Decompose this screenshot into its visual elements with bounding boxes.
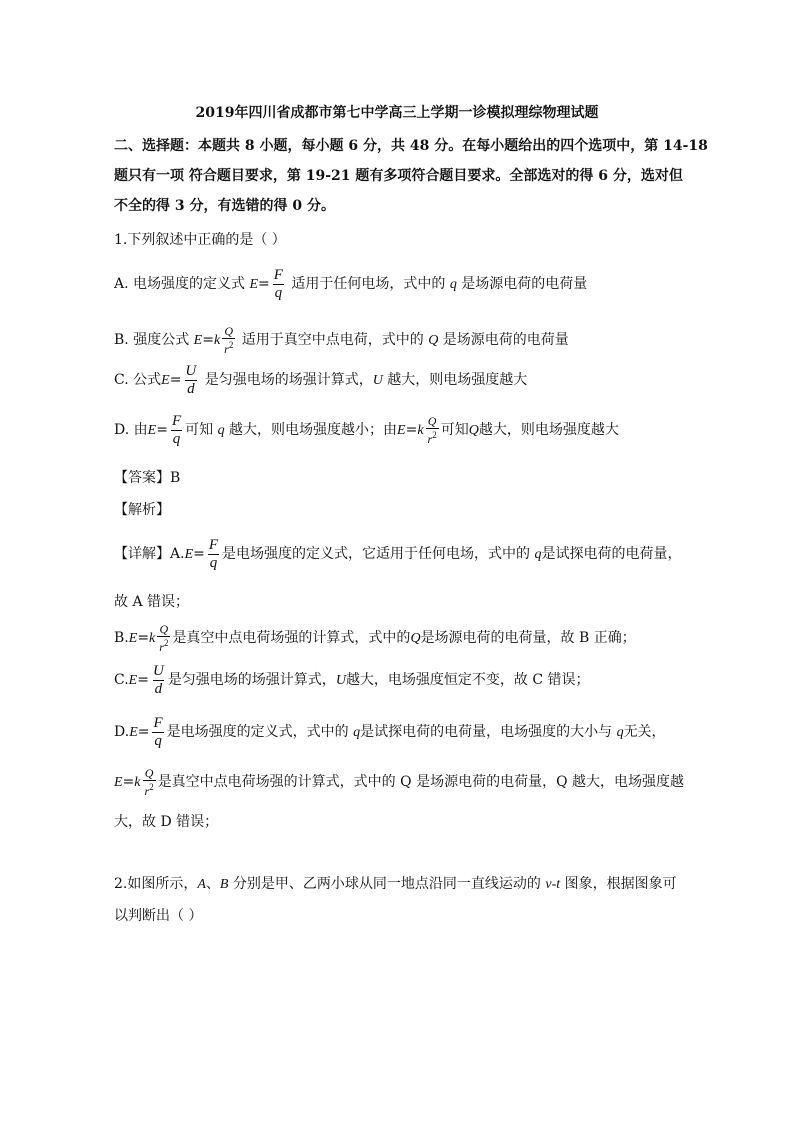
formula-k: k [213,333,221,348]
question-2-end: 图象，根据图象可 [560,876,677,892]
section-instructions-line-2: 题只有一项 符合题目要求，第 19-21 题有多项符合题目要求。全部选对的得 6 分，选对但 [114,168,683,184]
fraction-numerator: Q [427,413,437,428]
formula-e: E [147,423,157,438]
section-instructions-line-1: 二、选择题：本题共 8 小题，每小题 6 分，共 48 分。在每小题给出的四个选项中，第 14-18 [114,138,708,154]
option-d-variable-2: Q [468,423,479,438]
fraction-denominator: d [154,680,163,697]
formula-eq: = [137,724,150,740]
question-1-stem: 1.下列叙述中正确的是（ ） [114,232,286,248]
fraction-denominator: q [154,732,162,749]
option-c-variable: U [372,373,383,388]
page-title: 2019年四川省成都市第七中学高三上学期一诊模拟理综物理试题 [195,105,599,121]
detail-d-variable-1: q [353,725,361,740]
fraction-denominator: q [172,430,181,447]
formula-e: E [114,775,123,790]
detail-c-prefix: C. [114,672,129,688]
detail-b-text: 是真空中点电荷场强的计算式，式中的 [172,630,411,646]
fraction-numerator: F [171,412,182,429]
fraction-denominator: q [209,554,218,571]
detail-a-end: 是试探电荷的电荷量， [541,546,682,562]
fraction-numerator: F [273,266,283,283]
fraction-f-over-q [151,715,164,750]
fraction-numerator: Q [159,621,169,636]
detail-d [114,712,666,753]
option-b-end: 是场源电荷的电荷量 [438,332,569,348]
exponent-2: 2 [149,781,154,792]
exponent-2: 2 [228,339,234,350]
option-c-suffix: 是匀强电场的场强计算式， [204,372,373,388]
formula-eq: = [169,372,182,388]
formula-e: E [129,725,138,740]
detail-a-text: 是电场强度的定义式，它适用于任何电场，式中的 [222,546,535,562]
question-2-prefix: 2.如图所示， [114,876,198,892]
option-d-end: 越大，则电场强度越大 [478,422,619,438]
formula-eq: = [193,546,205,562]
detail-a-conclusion: 故 A 错误； [114,594,190,610]
formula-eq: = [156,422,168,438]
analysis-label: 【解析】 [114,502,170,518]
option-d-text-1: 可知 [185,422,218,438]
option-d-text-3: 可知 [440,422,469,438]
question-2-vt: v-t [545,877,561,892]
option-b-variable: Q [428,333,439,348]
fraction-q-over-r2 [157,623,170,654]
fraction-numerator: Q [224,323,234,338]
option-a-prefix: A. 电场强度的定义式 [114,276,246,292]
section-instructions-line-3: 不全的得 3 分，有选错的得 0 分。 [114,198,335,214]
formula-e: E [193,333,203,348]
fraction-numerator: U [185,362,197,379]
exponent-2: 2 [163,637,169,648]
detail-b [114,620,636,657]
fraction-denominator [157,636,170,654]
option-b-prefix: B. 强度公式 [114,332,194,348]
detail-c [114,660,590,701]
answer-label: 【答案】B [114,470,181,486]
detail-d-text-2: 是试探电荷的电荷量，电场强度的大小与 [360,724,617,740]
question-2-text: 分别是甲、乙两小球从同一地点沿同一直线运动的 [228,876,546,892]
detail-a-variable: q [534,547,542,562]
formula-k: k [134,775,141,790]
fraction-numerator: U [152,662,164,679]
fraction-u-over-d [183,363,198,398]
question-1-option-c [114,362,527,399]
detail-d-text-3: 是真空中点电荷场强的计算式，式中的 Q 是场源电荷的电荷量，Q 越大，电场强度越 [157,774,684,790]
fraction-f-over-q [207,537,220,572]
formula-e: E [184,547,194,562]
fraction-numerator: Q [144,765,154,780]
formula-e: E [397,423,406,438]
formula-e: E [161,373,170,388]
option-d-prefix: D. 由 [114,422,148,438]
question-2-line-2: 以判断出（ ） [114,908,203,924]
question-2-sep: 、 [205,876,220,892]
detail-b-prefix: B. [114,630,129,646]
var-r: r [427,431,433,446]
question-2-var-a: A [197,877,206,892]
formula-k: k [417,423,424,438]
option-d-variable-1: q [217,423,225,438]
formula-k: k [149,631,156,646]
fraction-denominator: d [187,380,195,397]
detail-d-line-2 [114,764,684,801]
fraction-f-over-q [170,413,183,448]
fraction-numerator: F [153,714,163,731]
question-1-option-b [114,322,569,359]
detail-d-variable-2: q [616,725,624,740]
formula-eq: = [122,774,135,790]
var-r: r [224,341,229,356]
formula-e: E [128,631,138,646]
fraction-q-over-r2 [222,325,235,356]
detail-a [114,534,681,575]
detail-b-variable: Q [410,631,421,646]
exponent-2: 2 [432,429,437,440]
detail-b-end: 是场源电荷的电荷量，故 B 正确； [420,630,636,646]
var-r: r [159,639,164,654]
detail-a-prefix: 【详解】A. [114,546,185,562]
option-b-suffix: 适用于真空中点电荷，式中的 [241,332,429,348]
question-1-option-d [114,412,619,449]
fraction-denominator [426,428,439,446]
detail-d-prefix: D. [114,724,130,740]
fraction-f-over-q [272,267,285,302]
option-a-end: 是场源电荷的电荷量 [456,276,588,292]
formula-eq: = [137,672,149,688]
option-c-end: 越大，则电场强度越大 [382,372,528,388]
option-d-text-2: 越大，则电场强度越小；由 [224,422,398,438]
formula-e: E [128,673,138,688]
fraction-q-over-r2 [426,415,439,446]
question-2-line-1 [114,874,677,895]
question-1-option-a [114,266,587,303]
option-a-variable: q [449,277,457,292]
fraction-q-over-r2 [143,767,156,798]
option-c-prefix: C. 公式 [114,372,162,388]
formula-e: E [249,277,259,292]
detail-c-variable: U [335,673,346,688]
formula-eq: = [258,276,270,292]
fraction-u-over-d [151,663,166,698]
detail-c-text: 是匀强电场的场强计算式， [167,672,336,688]
question-2-var-b: B [219,877,229,892]
detail-d-text-1: 是电场强度的定义式，式中的 [166,724,354,740]
detail-d-line-3: 大，故 D 错误； [114,814,219,830]
fraction-denominator: q [274,284,283,301]
formula-eq: = [405,422,418,438]
fraction-denominator [143,780,156,798]
formula-eq: = [202,332,214,348]
fraction-denominator [222,338,235,356]
fraction-numerator: F [208,536,219,553]
detail-c-end: 越大，电场强度恒定不变，故 C 错误； [345,672,590,688]
option-a-suffix: 适用于任何电场，式中的 [291,276,450,292]
detail-d-end: 无关， [623,724,666,740]
var-r: r [144,783,150,798]
formula-eq: = [137,630,150,646]
